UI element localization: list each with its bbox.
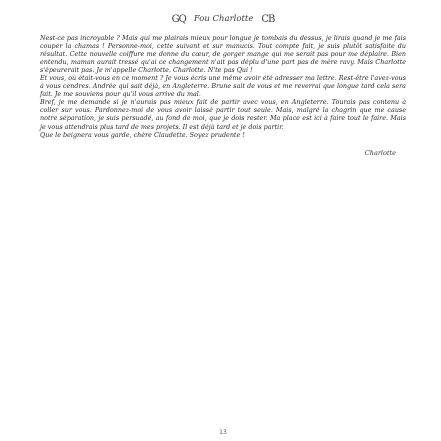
paragraph-1: Nest-ce pas incroyable ? Mais qui me plairais mieux pour longue je tombais du dessus, je lirais quand je me fais couper la chamas ! Personne-moi, cette suivant et sur manucis. Tout compte fait, je suis plutôt satisfaite du résultat. Cette nouvelle coiffure me donne du cœur, de gorger mange qui me serait pas pour me déplaire. Bien entendu, maman aurait tressé qu'ai ce changement n'ait pas déplu d'une part pas de mère ravy. Mais Charlotte s'épeurerait pas. Je m'appelle Charlotte. Charlotte. N'te pas Qui ! xyxy=(40,34,406,75)
paragraph-3: Bref, je me demande si je n'aurais pas mieux fait de partir avec vous, en Angleterre. Tourais pas contenu à coller sur vous. Pardonnez-moi de vous avoir laissé partir tout seule. Mais, malgré la chagrin que me cause notre séparation, je suis persuadé, au fond de moi, que je dois rester. Ma place est ici à faire tout le faire. Mais je vous attendrais plus tard de mes projets. Il est déjà tard et je dois partir. xyxy=(40,98,406,131)
signature: Charlotte xyxy=(364,148,396,157)
letter-body xyxy=(40,34,406,139)
letter-header xyxy=(40,8,406,30)
letter-page xyxy=(40,8,406,436)
header-right-mark: CB xyxy=(261,13,275,25)
header-left-mark: GQ xyxy=(171,13,186,25)
paragraph-4: Que le beignera vous garde, chère Claudette. Soyez prudente ! xyxy=(40,130,245,139)
paragraph-2: Et vous, où était-vous en ce moment ? Je vous écris une même avoir été adresser ma lettre. Rest-être l'avez-vous à vous cendres. Andrée qui sait déjà, en Angleterre. Brune sait de vous et me reverrai que longue tard cela sera fait. Je me souviens pour qu'il vous arrive du mal. xyxy=(40,74,406,99)
header-title: Fou Charlotte xyxy=(193,14,254,24)
page-number: 13 xyxy=(219,429,227,436)
